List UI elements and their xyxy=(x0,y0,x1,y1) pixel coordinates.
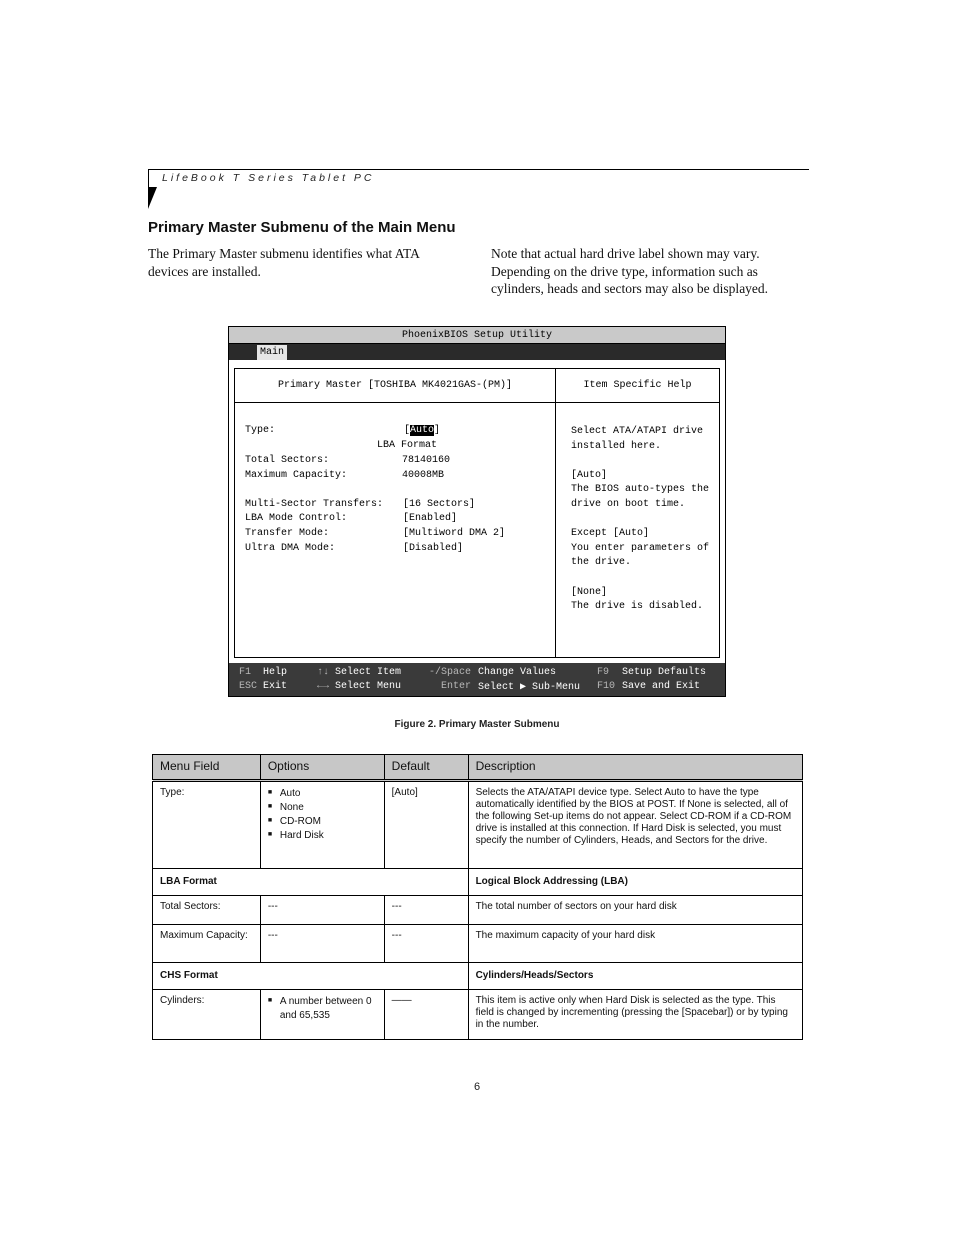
bios-help-title: Item Specific Help xyxy=(556,369,719,403)
table-row xyxy=(153,896,803,925)
cell-default: --- xyxy=(384,896,468,925)
bios-lba-mode-value[interactable]: [Enabled] xyxy=(403,513,458,524)
bios-key-leftright: ←→ xyxy=(317,681,330,692)
bios-help-text: Select ATA/ATAPI drive installed here. [Auto] The BIOS auto-types the drive on boot time. Except [Auto] You enter parameters of the drive. [None] The drive is disabled. xyxy=(571,426,710,613)
bios-key-enter: Enter xyxy=(441,681,472,692)
bios-title-bar: PhoenixBIOS Setup Utility xyxy=(229,327,725,344)
cell-description: This item is active only when Hard Disk is selected as the type. This field is changed by incrementing (pressing the [Spacebar]) or by typing in the number. xyxy=(468,990,802,1040)
bios-key-f9-text: Setup Defaults xyxy=(622,667,707,678)
bios-key-esc: ESC xyxy=(239,681,258,692)
header-menu-field: Menu Field xyxy=(153,755,261,781)
group-description: Logical Block Addressing (LBA) xyxy=(468,869,802,896)
bios-lba-mode-label: LBA Mode Control: xyxy=(245,513,348,524)
bios-ultra-dma-value[interactable]: [Disabled] xyxy=(403,543,464,554)
bios-key-enter-text: Select ▶ Sub-Menu xyxy=(478,682,581,693)
bios-key-updown: ↑↓ xyxy=(317,667,330,678)
bios-total-sectors-value: 78140160 xyxy=(402,455,451,466)
cell-field: Type: xyxy=(153,781,261,869)
bios-max-capacity-label: Maximum Capacity: xyxy=(245,470,348,481)
intro-paragraph-right: Note that actual hard drive label shown may vary. Depending on the drive type, information such as cylinders, heads and sectors may also be displayed. xyxy=(491,246,769,296)
option-item: ■ Hard Disk xyxy=(268,829,377,843)
bios-key-leftright-text: Select Menu xyxy=(335,681,402,692)
bios-key-f1-text: Help xyxy=(263,667,288,678)
bios-total-sectors-label: Total Sectors: xyxy=(245,455,330,466)
table-row xyxy=(153,781,803,869)
bios-type-field[interactable] xyxy=(404,425,440,436)
header-options: Options xyxy=(260,755,384,781)
bios-type-bracket-open: [ xyxy=(404,425,411,436)
bios-lba-format: LBA Format xyxy=(377,440,438,451)
option-item: ■ Auto xyxy=(268,787,377,801)
bios-key-space: -/Space xyxy=(429,667,472,678)
table-row xyxy=(153,990,803,1040)
bios-multi-sector-value[interactable]: [16 Sectors] xyxy=(403,499,476,510)
intro-paragraph-left: The Primary Master submenu identifies what ATA devices are installed. xyxy=(148,246,420,279)
cell-field: Cylinders: xyxy=(153,990,261,1040)
page-number: 6 xyxy=(473,1081,481,1093)
table-group-row xyxy=(153,869,803,896)
bios-key-f9: F9 xyxy=(597,667,610,678)
bios-key-updown-text: Select Item xyxy=(335,667,402,678)
bios-key-esc-text: Exit xyxy=(263,681,288,692)
cell-default: —— xyxy=(384,990,468,1040)
bios-footer xyxy=(229,663,725,696)
header-triangle-mark xyxy=(148,187,157,209)
bios-max-capacity-value: 40008MB xyxy=(402,470,445,481)
bios-multi-sector-label: Multi-Sector Transfers: xyxy=(245,499,384,510)
option-item: ■ None xyxy=(268,801,377,815)
running-head: LifeBook T Series Tablet PC xyxy=(162,172,375,184)
option-item: ■ CD-ROM xyxy=(268,815,377,829)
cell-default: [Auto] xyxy=(384,781,468,869)
bios-key-f10: F10 xyxy=(597,681,616,692)
bios-key-f10-text: Save and Exit xyxy=(622,681,701,692)
cell-default: --- xyxy=(384,925,468,963)
group-field: CHS Format xyxy=(153,963,469,990)
cell-options xyxy=(260,990,384,1040)
table-group-row xyxy=(153,963,803,990)
group-field: LBA Format xyxy=(153,869,469,896)
cell-options xyxy=(260,781,384,869)
cell-field: Total Sectors: xyxy=(153,896,261,925)
cell-options: --- xyxy=(260,896,384,925)
header-rule xyxy=(148,169,809,170)
bios-ultra-dma-label: Ultra DMA Mode: xyxy=(245,543,336,554)
figure-caption: Figure 2. Primary Master Submenu xyxy=(394,719,560,730)
option-item: ■ A number between 0 and 65,535 xyxy=(268,995,377,1023)
bios-menu-main[interactable]: Main xyxy=(257,345,287,360)
bios-type-value[interactable]: Auto xyxy=(410,425,435,436)
bios-transfer-mode-label: Transfer Mode: xyxy=(245,528,330,539)
section-title: Primary Master Submenu of the Main Menu xyxy=(148,219,456,236)
bios-type-bracket-close: ] xyxy=(434,425,441,436)
cell-description: The total number of sectors on your hard disk xyxy=(468,896,802,925)
bios-screen xyxy=(228,326,726,697)
bios-panel-divider xyxy=(555,402,556,657)
bios-panel-title: Primary Master [TOSHIBA MK4021GAS-(PM)] xyxy=(235,369,556,403)
bios-transfer-mode-value[interactable]: [Multiword DMA 2] xyxy=(403,528,506,539)
bios-type-label: Type: xyxy=(245,425,276,436)
group-description: Cylinders/Heads/Sectors xyxy=(468,963,802,990)
bios-menu-bar xyxy=(229,344,725,360)
cell-options: --- xyxy=(260,925,384,963)
cell-description: Selects the ATA/ATAPI device type. Select Auto to have the type automatically identified by the BIOS at POST. If None is selected, all of the following Set-up items do not appear. Select CD-ROM if a CD-ROM drive is installed at this connection. If Hard Disk is selected, you must specify the number of Cylinders, Heads, and Sectors for the drive. xyxy=(468,781,802,869)
header-description: Description xyxy=(468,755,802,781)
cell-description: The maximum capacity of your hard disk xyxy=(468,925,802,963)
bios-key-f1: F1 xyxy=(239,667,252,678)
bios-key-space-text: Change Values xyxy=(478,667,557,678)
table-header-row xyxy=(153,755,803,781)
menu-field-table xyxy=(152,754,803,1040)
cell-field: Maximum Capacity: xyxy=(153,925,261,963)
table-row xyxy=(153,925,803,963)
header-default: Default xyxy=(384,755,468,781)
